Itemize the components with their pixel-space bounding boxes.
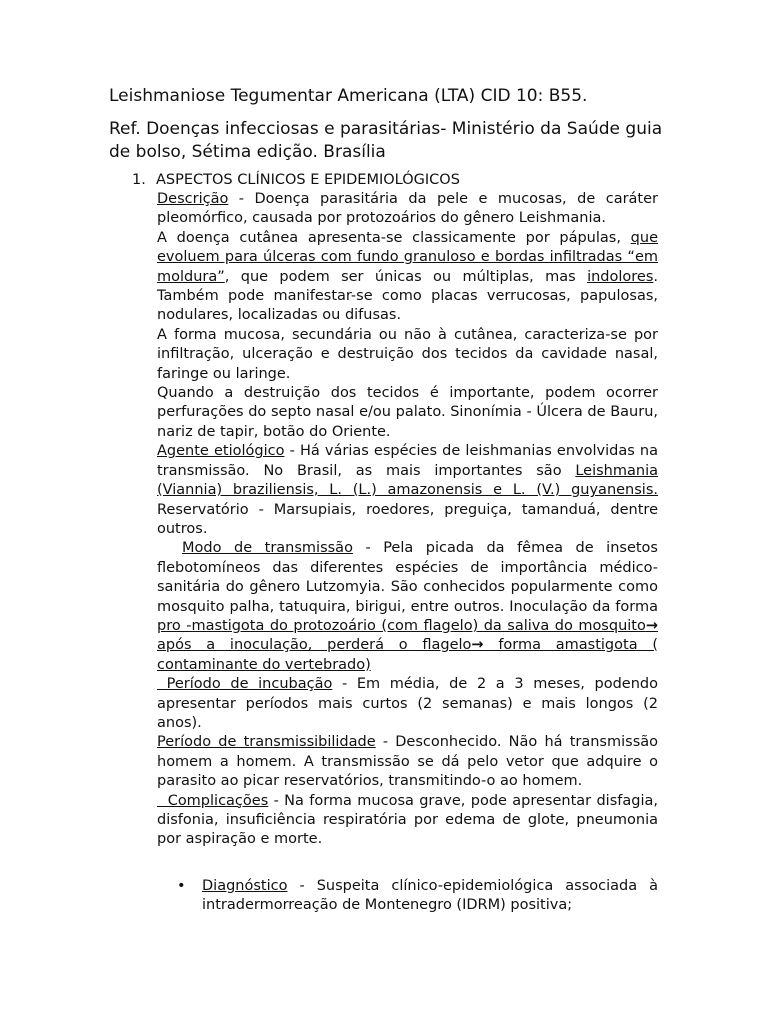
transmissao-text-1: - Pela picada da fêmea de insetos flebotomíneos das diferentes espécies de importância médico-sanitária do gênero Lutzomyia. São conhecidos popularmente como mosquito palha, tatuquira, birigui, entre outros. Inoculação da forma bbox=[157, 540, 658, 615]
agente-label: Agente etiológico bbox=[157, 443, 285, 460]
diagnostico-paragraph bbox=[202, 877, 658, 916]
incubacao-text: - Em média, de 2 a 3 meses, podendo apresentar períodos mais curtos (2 semanas) e mais longos (2 anos). bbox=[157, 676, 658, 731]
cutanea-text-3: . Também pode manifestar-se como placas verrucosas, papulosas, nodulares, localizadas ou difusas. bbox=[157, 268, 658, 324]
incubacao-label: Período de incubação bbox=[157, 676, 333, 693]
cutanea-text-2: , que podem ser únicas ou múltiplas, mas bbox=[224, 268, 588, 285]
incubacao-paragraph bbox=[157, 675, 658, 733]
transmissao-indent bbox=[157, 540, 182, 556]
agente-text-1: - Há várias espécies de leishmanias envolvidas na transmissão. No Brasil, as mais importantes são bbox=[157, 443, 658, 479]
descricao-paragraph bbox=[157, 190, 658, 229]
transmissao-underline-1: pro -mastigota do protozoário (com flagelo) da saliva do mosquito bbox=[157, 617, 646, 634]
transmissao-label: Modo de transmissão bbox=[182, 540, 353, 557]
transmissibilidade-text: - Desconhecido. Não há transmissão homem a homem. A transmissão se dá pelo vetor que adquire o parasito ao picar reservatórios, transmitindo-o ao homem. bbox=[157, 734, 659, 790]
cutanea-paragraph bbox=[157, 229, 658, 326]
section-body bbox=[157, 190, 658, 850]
complicacoes-text: - Na forma mucosa grave, pode apresentar disfagia, disfonia, insuficiência respiratória por edema de glote, pneumonia por aspiração e morte. bbox=[157, 792, 658, 848]
document-title: Leishmaniose Tegumentar Americana (LTA) CID 10: B55. bbox=[109, 86, 588, 106]
bullet-icon: • bbox=[177, 878, 186, 894]
agente-paragraph bbox=[157, 442, 658, 539]
transmissibilidade-paragraph bbox=[157, 733, 658, 791]
agente-species: Leishmania (Viannia) braziliensis, L. (L.) amazonensis e L. (V.) guyanensis. bbox=[157, 462, 658, 499]
diagnostico-text: - Suspeita clínico-epidemiológica associada à intradermorreação de Montenegro (IDRM) positiva; bbox=[202, 878, 658, 914]
arrow-icon: → bbox=[471, 637, 484, 654]
arrow-icon: → bbox=[645, 617, 658, 634]
diagnostico-bullet-item bbox=[177, 877, 658, 916]
agente-text-2: Reservatório - Marsupiais, roedores, preguiça, tamanduá, dentre outros. bbox=[157, 501, 658, 537]
complicacoes-label: Complicações bbox=[157, 792, 269, 809]
transmissao-underline-2: após a inoculação, perderá o flagelo bbox=[157, 637, 472, 654]
descricao-label: Descrição bbox=[157, 191, 229, 207]
section-title: ASPECTOS CLÍNICOS E EPIDEMIOLÓGICOS bbox=[156, 172, 460, 188]
transmissao-underline-3: forma amastigota ( contaminante do vertebrado) bbox=[157, 637, 658, 673]
complicacoes-paragraph bbox=[157, 792, 658, 850]
transmissibilidade-label: Período de transmissibilidade bbox=[157, 734, 376, 751]
cutanea-text-1: A doença cutânea apresenta-se classicamente por pápulas, bbox=[157, 229, 631, 246]
transmissao-paragraph bbox=[157, 539, 658, 675]
destruicao-paragraph: Quando a destruição dos tecidos é importante, podem ocorrer perfurações do septo nasal e/ou palato. Sinonímia - Úlcera de Bauru, nariz de tapir, botão do Oriente. bbox=[157, 385, 658, 440]
mucosa-paragraph: A forma mucosa, secundária ou não à cutânea, caracteriza-se por infiltração, ulceração e destruição dos tecidos da cavidade nasal, faringe ou laringe. bbox=[157, 326, 658, 382]
diagnostico-label: Diagnóstico bbox=[202, 878, 288, 894]
descricao-text: - Doença parasitária da pele e mucosas, de caráter pleomórfico, causada por protozoários do gênero Leishmania. bbox=[157, 191, 658, 227]
section-number: 1. bbox=[132, 172, 146, 188]
section-heading bbox=[132, 170, 672, 190]
reference-line: Ref. Doenças infecciosas e parasitárias- Ministério da Saúde guia de bolso, Sétima edição. Brasília bbox=[109, 119, 663, 162]
cutanea-underline-1: que evoluem para úlceras com fundo granuloso e bordas infiltradas “em moldura” bbox=[157, 229, 658, 285]
cutanea-underline-2: indolores bbox=[587, 268, 654, 285]
